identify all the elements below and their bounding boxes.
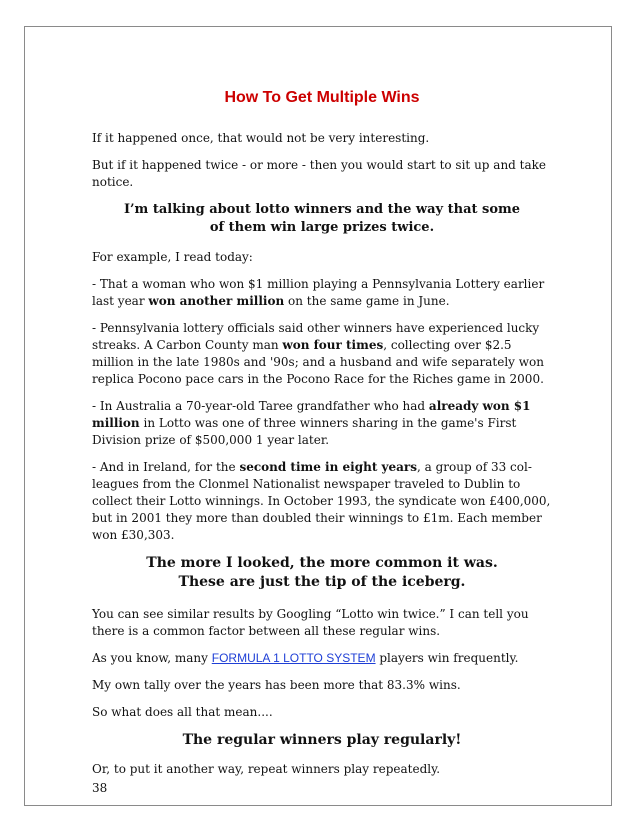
bold-text: already won $1 million	[92, 399, 531, 430]
paragraph-repeat-winners: Or, to put it another way, repeat winners play repeatedly.	[92, 762, 441, 776]
callout-regular-winners: The regular winners play regularly!	[182, 732, 462, 748]
text: - Pennsylvania lottery officials said other winners have experienced lucky streaks. A Carbon County man	[92, 321, 540, 352]
callout-iceberg: The more I looked, the more common it was. These are just the tip of the iceberg.	[146, 555, 498, 590]
page-number: 38	[92, 781, 108, 795]
callout-lotto-winners: I’m talking about lotto winners and the way that some of them win large prizes twice.	[123, 202, 521, 235]
paragraph-australia	[92, 398, 552, 449]
paragraph-ireland	[92, 459, 552, 544]
paragraph-formula-link	[92, 650, 552, 667]
bold-text: won another million	[148, 294, 285, 308]
page-title: How To Get Multiple Wins	[224, 89, 420, 106]
text: players win frequently.	[375, 651, 519, 665]
text: in Lotto was one of three winners sharing in the game's First Division prize of $500,000 1 year later.	[92, 416, 517, 447]
text: on the same game in June.	[284, 294, 450, 308]
text: - In Australia a 70-year-old Taree grandfather who had	[92, 399, 429, 413]
text: - That a woman who won $1 million playing a Pennsylvania Lottery earlier last year	[92, 277, 545, 308]
bold-text: second time in eight years	[239, 460, 417, 474]
paragraph-example: For example, I read today:	[92, 250, 253, 264]
text: , collecting over $2.5 million in the late 1980s and '90s; and a husband and wife separately won replica Pocono pace cars in the Pocono Race for the Riches game in 2000.	[92, 338, 544, 386]
formula-1-lotto-system-link[interactable]: FORMULA 1 LOTTO SYSTEM	[211, 651, 376, 665]
text: , a group of 33 col-leagues from the Clonmel Nationalist newspaper traveled to Dublin to collect their Lotto winnings. In October 1993, the syndicate won £400,000, but in 2001 they more than doubled their winnings to £1m. Each member won £30,303.	[92, 460, 551, 542]
paragraph-twice: But if it happened twice - or more - then you would start to sit up and take notice.	[92, 158, 547, 189]
page-content	[92, 88, 552, 797]
text: As you know, many	[92, 651, 212, 665]
paragraph-googling: You can see similar results by Googling “Lotto win twice.” I can tell you there is a common factor between all these regular wins.	[92, 607, 529, 638]
text: - And in Ireland, for the	[92, 460, 240, 474]
paragraph-meaning: So what does all that mean....	[92, 705, 273, 719]
paragraph-tally: My own tally over the years has been more that 83.3% wins.	[92, 678, 461, 692]
bold-text: won four times	[282, 338, 384, 352]
paragraph-pennsylvania-woman	[92, 276, 552, 310]
intro-paragraph: If it happened once, that would not be very interesting.	[92, 131, 430, 145]
paragraph-carbon-county	[92, 320, 552, 388]
